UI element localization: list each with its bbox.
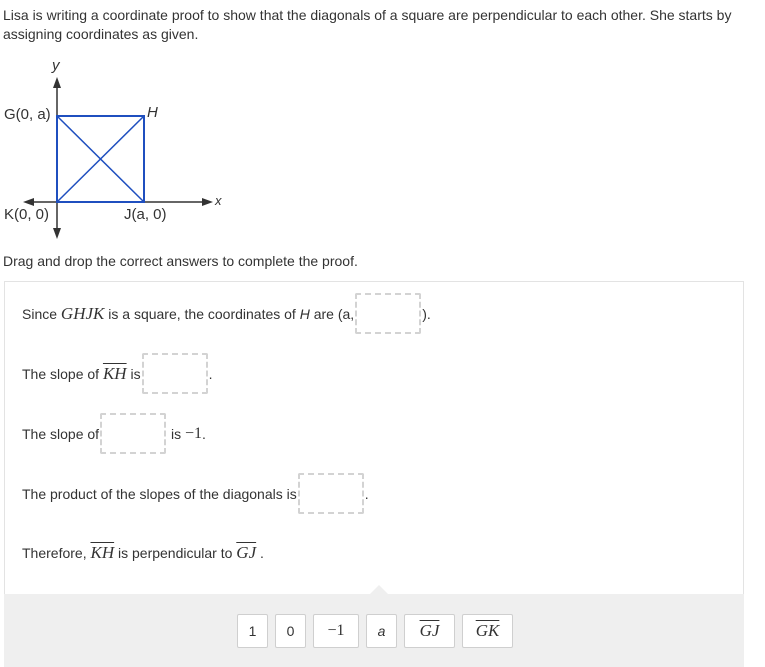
- tile-1[interactable]: 1: [237, 614, 268, 648]
- tile-a[interactable]: a: [366, 614, 397, 648]
- dropzone-h-y-coordinate[interactable]: [355, 293, 421, 334]
- row3-mid: is: [170, 425, 182, 442]
- coordinate-figure: [0, 55, 240, 240]
- row3-math-neg-one: −1: [184, 424, 202, 442]
- tray-notch: [370, 585, 388, 594]
- row5-math-gj: $\overline{GJ}$: [236, 543, 257, 562]
- row1-mid: is a square, the coordinates of: [108, 305, 296, 322]
- row2-math-kh: $\overline{KH}$: [102, 363, 127, 383]
- x-axis-label: x: [215, 193, 222, 208]
- row3-prefix: The slope of: [22, 425, 100, 442]
- row1-end: ).: [422, 305, 431, 322]
- question-intro: Lisa is writing a coordinate proof to show that the diagonals of a square are perpendicular to each other. She starts by assigning coordinates as given.: [3, 7, 732, 42]
- instruction-text: Drag and drop the correct answers to complete the proof.: [3, 253, 358, 269]
- row2-mid: is: [130, 365, 141, 382]
- x-axis-arrow-right: [202, 198, 213, 206]
- row4-end: .: [364, 485, 369, 502]
- row3-end: .: [202, 425, 206, 442]
- tile-segment-gj[interactable]: $\overline{GJ}$: [404, 614, 455, 648]
- x-axis-arrow-left: [23, 198, 34, 206]
- row5-prefix: Therefore,: [22, 545, 87, 561]
- answer-tray: [4, 594, 744, 667]
- proof-row-5: [22, 543, 264, 563]
- row1-prefix: Since: [22, 305, 58, 322]
- dropzone-product-of-slopes[interactable]: [298, 473, 364, 514]
- row5-mid: is perpendicular to: [118, 545, 233, 561]
- row2-end: .: [208, 365, 213, 382]
- row2-prefix: The slope of: [22, 365, 100, 382]
- row5-math-kh: $\overline{KH}$: [90, 543, 115, 562]
- row1-after: are (a,: [313, 305, 355, 322]
- point-g-label: G(0, a): [4, 106, 51, 123]
- y-axis-label: y: [52, 57, 60, 74]
- tile-neg-1[interactable]: −1: [313, 614, 359, 648]
- answer-tiles: [237, 614, 513, 648]
- row1-var-h: H: [299, 305, 310, 322]
- row1-math-ghjk: GHJK: [60, 303, 105, 323]
- point-h-label: H: [147, 104, 158, 121]
- dropzone-slope-kh[interactable]: [142, 353, 208, 394]
- tile-0[interactable]: 0: [275, 614, 306, 648]
- y-axis-arrow-up: [53, 77, 61, 88]
- y-axis-arrow-down: [53, 228, 61, 239]
- row5-end: .: [260, 545, 264, 561]
- dropzone-segment-name[interactable]: [100, 413, 166, 454]
- point-j-label: J(a, 0): [124, 206, 167, 223]
- proof-row-4: [22, 473, 369, 514]
- point-k-label: K(0, 0): [4, 206, 50, 223]
- proof-row-3: [22, 413, 206, 454]
- row4-prefix: The product of the slopes of the diagonals is: [22, 485, 297, 502]
- tile-segment-gk[interactable]: $\overline{GK}$: [462, 614, 513, 648]
- proof-row-1: [22, 293, 431, 334]
- proof-row-2: [22, 353, 212, 394]
